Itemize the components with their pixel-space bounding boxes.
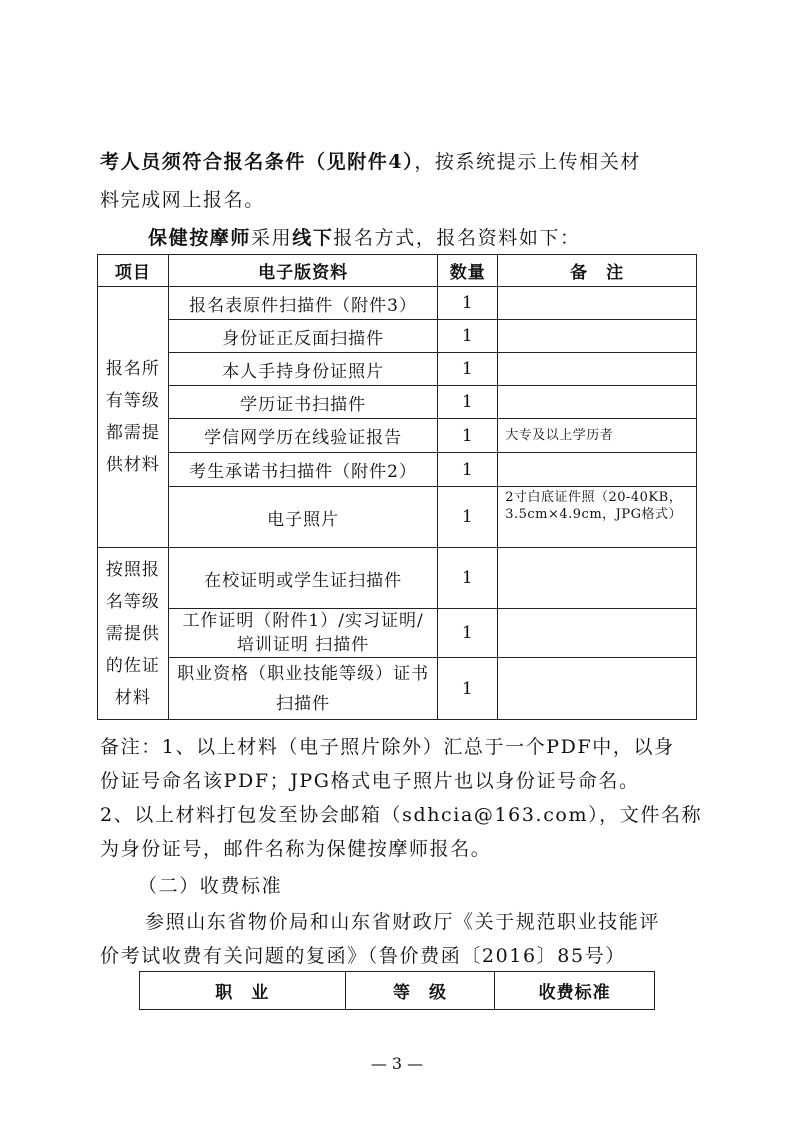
offline-label: 线下 xyxy=(292,227,334,249)
header-level: 等 级 xyxy=(345,972,495,1010)
header-materials: 电子版资料 xyxy=(168,255,437,287)
material-cell: 报名表原件扫描件（附件3） xyxy=(168,287,437,320)
header-quantity: 数量 xyxy=(438,255,498,287)
remark-line: 份证号命名该PDF；JPG格式电子照片也以身份证号命名。 xyxy=(100,770,640,792)
intro-bold-text: 考人员须符合报名条件（见附件4） xyxy=(100,151,415,173)
quantity-cell: 1 xyxy=(438,287,498,320)
group-line: 供材料 xyxy=(105,455,160,475)
quantity-cell: 1 xyxy=(438,487,498,548)
remark-cell xyxy=(498,609,697,658)
header-fee: 收费标准 xyxy=(495,972,655,1010)
remark-cell xyxy=(498,453,697,487)
material-cell: 电子照片 xyxy=(168,487,437,548)
remark-cell xyxy=(498,353,697,386)
remark-line: 为身份证号，邮件名称为保健按摩师报名。 xyxy=(100,838,492,860)
table-row xyxy=(98,453,697,487)
remark-cell: 2寸白底证件照（20-40KB，3.5cm×4.9cm，JPG格式） xyxy=(498,487,697,548)
fee-header-row xyxy=(140,972,655,1010)
fee-table xyxy=(139,971,655,1010)
material-cell: 学信网学历在线验证报告 xyxy=(168,419,437,453)
quantity-cell: 1 xyxy=(438,453,498,487)
remark-cell xyxy=(498,658,697,720)
group-line: 名等级 xyxy=(105,591,160,612)
quantity-cell: 1 xyxy=(438,419,498,453)
material-cell: 本人手持身份证照片 xyxy=(168,353,437,386)
group-line: 材料 xyxy=(114,687,151,708)
header-item: 项目 xyxy=(98,255,169,287)
quantity-cell: 1 xyxy=(438,658,498,720)
table-row xyxy=(98,386,697,419)
group-line: 需提供 xyxy=(105,623,160,644)
page-number: — 3 — xyxy=(370,1054,424,1073)
table-row xyxy=(98,419,697,453)
group-all-levels xyxy=(98,287,169,548)
group-line: 都需提 xyxy=(105,423,160,443)
section-heading: （二）收费标准 xyxy=(138,875,283,897)
table-row xyxy=(98,287,697,320)
material-cell: 工作证明（附件1）/实习证明/培训证明 扫描件 xyxy=(168,609,437,658)
remark-cell xyxy=(498,320,697,353)
table-row xyxy=(98,609,697,658)
section-paragraph-line: 参照山东省物价局和山东省财政厅《关于规范职业技能评 xyxy=(145,911,661,933)
group-level-evidence xyxy=(98,548,169,720)
table-row xyxy=(98,320,697,353)
quantity-cell: 1 xyxy=(438,548,498,609)
table-row xyxy=(98,487,697,548)
materials-table xyxy=(97,254,697,720)
table-header-row xyxy=(98,255,697,287)
quantity-cell: 1 xyxy=(438,353,498,386)
group-line: 报名所 xyxy=(105,359,160,379)
intro-text: ，按系统提示上传相关材 xyxy=(414,151,641,173)
intro-line2: 料完成网上报名。 xyxy=(100,189,265,211)
remark-line: 备注：1、以上材料（电子照片除外）汇总于一个PDF中，以身 xyxy=(100,736,675,758)
table-row xyxy=(98,658,697,720)
quantity-cell: 1 xyxy=(438,609,498,658)
header-occupation: 职 业 xyxy=(140,972,346,1010)
remark-cell: 大专及以上学历者 xyxy=(498,419,697,453)
quantity-cell: 1 xyxy=(438,320,498,353)
remark-line: 2、以上材料打包发至协会邮箱（sdhcia@163.com），文件名称 xyxy=(100,804,703,826)
material-cell: 考生承诺书扫描件（附件2） xyxy=(168,453,437,487)
remark-cell xyxy=(498,548,697,609)
intro-text: 报名方式，报名资料如下： xyxy=(333,227,581,249)
table-row xyxy=(98,548,697,609)
section-paragraph-line: 价考试收费有关问题的复函》（鲁价费函〔2016〕85号） xyxy=(100,945,626,967)
header-remarks: 备 注 xyxy=(498,255,697,287)
material-cell: 学历证书扫描件 xyxy=(168,386,437,419)
intro-text: 采用 xyxy=(251,227,293,249)
group-line: 按照报 xyxy=(105,559,160,580)
group-line: 有等级 xyxy=(105,391,160,411)
remark-cell xyxy=(498,287,697,320)
material-cell: 在校证明或学生证扫描件 xyxy=(168,548,437,609)
profession-name: 保健按摩师 xyxy=(148,227,252,249)
group-line: 的佐证 xyxy=(105,655,160,676)
quantity-cell: 1 xyxy=(438,386,498,419)
table-row xyxy=(98,353,697,386)
material-cell: 身份证正反面扫描件 xyxy=(168,320,437,353)
material-cell: 职业资格（职业技能等级）证书扫描件 xyxy=(168,658,437,720)
remark-cell xyxy=(498,386,697,419)
